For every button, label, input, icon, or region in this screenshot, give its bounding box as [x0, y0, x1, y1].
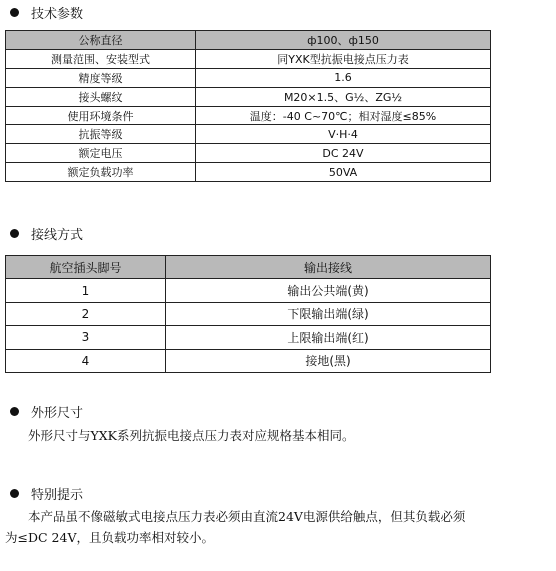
- bullet-icon: [10, 8, 19, 17]
- param-value: DC 24V: [196, 144, 491, 163]
- pin-number: 3: [6, 326, 166, 349]
- param-value: 同YXK型抗振电接点压力表: [196, 49, 491, 68]
- wiring-table: [5, 255, 491, 373]
- section-title: 特别提示: [31, 488, 84, 503]
- header-cell: ф100、ф150: [196, 31, 491, 50]
- spec-table: [5, 30, 491, 182]
- table-row: [6, 279, 491, 302]
- dims-paragraph: 外形尺寸与YXK系列抗振电接点压力表对应规格基本相同。: [28, 428, 355, 443]
- notice-line-1: 本产品虽不像磁敏式电接点压力表必须由直流24V电源供给触点，但其负载必须: [28, 509, 466, 524]
- pin-number: 2: [6, 302, 166, 325]
- table-row: [6, 49, 491, 68]
- param-value: 1.6: [196, 68, 491, 87]
- header-cell: 公称直径: [6, 31, 196, 50]
- param-name: 使用环境条件: [6, 106, 196, 125]
- output-wire: 下限输出端(绿): [166, 302, 491, 325]
- table-row: [6, 302, 491, 325]
- table-row: [6, 144, 491, 163]
- param-name: 额定负载功率: [6, 163, 196, 182]
- section-title: 外形尺寸: [31, 406, 84, 421]
- section-heading-tech: [10, 3, 83, 22]
- table-header-row: [6, 31, 491, 50]
- param-name: 额定电压: [6, 144, 196, 163]
- header-cell: 输出接线: [166, 256, 491, 279]
- output-wire: 输出公共端(黄): [166, 279, 491, 302]
- bullet-icon: [10, 229, 19, 238]
- notice-line-2: 为≤DC 24V，且负载功率相对较小。: [5, 530, 214, 545]
- table-header-row: [6, 256, 491, 279]
- output-wire: 接地(黑): [166, 349, 491, 372]
- section-title: 技术参数: [31, 7, 84, 22]
- output-wire: 上限输出端(红): [166, 326, 491, 349]
- param-value: M20×1.5、G½、ZG½: [196, 87, 491, 106]
- param-value: 50VA: [196, 163, 491, 182]
- section-heading-notice: [10, 484, 83, 503]
- param-name: 接头螺纹: [6, 87, 196, 106]
- param-value: 温度：-40 C~70℃；相对湿度≤85%: [196, 106, 491, 125]
- header-cell: 航空插头脚号: [6, 256, 166, 279]
- bullet-icon: [10, 489, 19, 498]
- section-title: 接线方式: [31, 228, 84, 243]
- section-heading-wiring: [10, 224, 83, 243]
- param-name: 抗振等级: [6, 125, 196, 144]
- param-value: V·H·4: [196, 125, 491, 144]
- pin-number: 4: [6, 349, 166, 372]
- pin-number: 1: [6, 279, 166, 302]
- param-name: 精度等级: [6, 68, 196, 87]
- table-row: [6, 326, 491, 349]
- section-heading-dims: [10, 402, 83, 421]
- table-row: [6, 68, 491, 87]
- table-row: [6, 349, 491, 372]
- table-row: [6, 125, 491, 144]
- table-row: [6, 106, 491, 125]
- bullet-icon: [10, 407, 19, 416]
- table-row: [6, 163, 491, 182]
- table-row: [6, 87, 491, 106]
- param-name: 测量范围、安装型式: [6, 49, 196, 68]
